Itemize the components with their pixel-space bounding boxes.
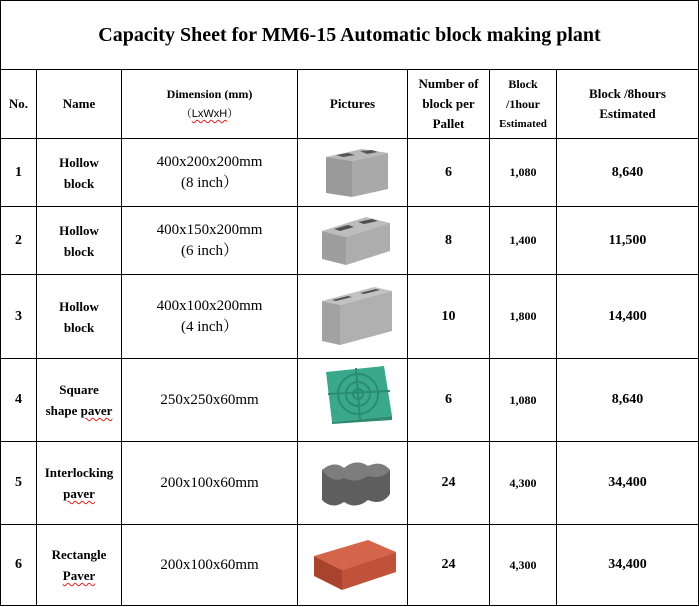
header-pictures	[298, 70, 407, 138]
interlocking-paver-image	[312, 454, 398, 516]
table-row-1-dimension	[122, 139, 297, 206]
header-per-8hours	[557, 70, 698, 138]
header-pictures-label: Pictures	[329, 96, 376, 111]
header-name-label: Name	[62, 96, 96, 111]
hollow-block-6in-image	[318, 211, 394, 269]
dimension-sub-word: LxWxH	[191, 108, 228, 120]
table-row-5-8hours: 34,400	[608, 475, 647, 490]
table-row-4-8hours: 8,640	[611, 392, 644, 407]
table-row-4-name	[37, 359, 121, 441]
header-per-pallet	[408, 70, 489, 138]
table-row-3-8hours: 14,400	[608, 308, 647, 324]
name-line1: Square	[59, 382, 99, 397]
table-row-3-no: 3	[15, 308, 22, 324]
table-row-4-hour: 1,080	[509, 392, 537, 407]
grid-line	[0, 605, 699, 606]
header-per-pallet-line1: Number of	[418, 76, 479, 91]
table-row-4-dimension	[122, 359, 297, 441]
name-line1: Hollow	[59, 154, 99, 170]
dimension-value: 400x150x200mm	[156, 221, 263, 238]
dimension-value: 200x100x60mm	[160, 556, 259, 573]
dimension-value: 250x250x60mm	[160, 391, 259, 408]
paren-close: ）	[227, 108, 239, 120]
table-row-6-hour: 4,300	[509, 557, 537, 572]
header-name	[37, 70, 121, 138]
name-word-shape: shape	[45, 403, 78, 418]
table-row-3-hour: 1,800	[509, 309, 537, 323]
table-row-1-no: 1	[15, 164, 22, 180]
header-dimension-label: Dimension (mm)	[166, 87, 253, 101]
hollow-block-4in-image	[318, 283, 396, 351]
header-per-8hours-line2: Estimated	[599, 106, 656, 121]
dimension-inch: (8 inch）	[180, 174, 239, 191]
name-line1: Hollow	[59, 222, 99, 238]
table-row-2-no: 2	[15, 232, 22, 248]
header-per-pallet-line3: Pallet	[432, 116, 465, 131]
table-row-2-hour: 1,400	[509, 233, 537, 247]
header-per-hour-line3: Estimated	[499, 118, 547, 130]
table-row-5-pallet: 24	[441, 475, 456, 490]
table-row-2-dimension	[122, 207, 297, 274]
dimension-inch: (4 inch）	[180, 318, 239, 335]
table-row-6-8hours: 34,400	[608, 557, 647, 572]
table-row-6-dimension	[122, 525, 297, 605]
table-row-5-no: 5	[15, 475, 22, 490]
name-line2: Paver	[62, 568, 96, 583]
header-no-label: No.	[8, 96, 29, 111]
table-row-6-pallet: 24	[441, 557, 456, 572]
header-dimension	[122, 70, 297, 138]
header-no	[1, 70, 36, 138]
table-row-3-dimension	[122, 275, 297, 358]
table-row-1-name	[37, 139, 121, 206]
table-row-1-pallet: 6	[445, 164, 452, 180]
dimension-value: 400x200x200mm	[156, 153, 263, 170]
table-row-1-hour: 1,080	[509, 165, 537, 179]
header-per-hour-line1: Block	[508, 77, 538, 91]
name-line2: block	[63, 175, 95, 191]
name-line2: block	[63, 243, 95, 259]
table-row-5-hour: 4,300	[509, 475, 537, 490]
dimension-value: 200x100x60mm	[160, 474, 259, 491]
name-line1: Interlocking	[44, 465, 114, 480]
header-per-pallet-line2: block per	[422, 96, 475, 111]
table-row-5-name	[37, 442, 121, 524]
name-line2	[46, 400, 113, 421]
dimension-inch: (6 inch）	[180, 242, 239, 259]
grid-line	[297, 69, 298, 606]
square-paver-image	[322, 364, 394, 424]
table-row-2-pallet: 8	[445, 232, 452, 248]
table-row-2-name	[37, 207, 121, 274]
table-row-6-no: 6	[15, 557, 22, 572]
header-per-8hours-line1: Block /8hours	[589, 86, 666, 101]
name-line2: block	[63, 319, 95, 335]
table-row-2-8hours: 11,500	[608, 232, 647, 248]
header-per-hour-line2: /1hour	[505, 97, 540, 111]
rectangle-paver-image	[308, 534, 400, 596]
name-line2: paver	[63, 486, 95, 501]
name-word-paver: paver	[80, 403, 113, 418]
table-row-5-dimension	[122, 442, 297, 524]
table-row-3-name	[37, 275, 121, 358]
header-dimension-sub	[181, 104, 238, 124]
table-row-4-pallet: 6	[445, 392, 452, 407]
table-row-3-pallet: 10	[441, 308, 456, 324]
table-row-6-name	[37, 525, 121, 605]
header-per-hour	[490, 70, 556, 138]
table-row-4-no: 4	[15, 392, 22, 407]
hollow-block-8in-image	[322, 143, 392, 201]
paren-open: （	[180, 108, 192, 120]
name-line1: Hollow	[59, 298, 99, 314]
table-row-1-8hours: 8,640	[611, 164, 644, 180]
name-line1: Rectangle	[51, 547, 107, 562]
dimension-value: 400x100x200mm	[156, 297, 263, 314]
sheet-title: Capacity Sheet for MM6-15 Automatic block making plant	[98, 23, 601, 46]
